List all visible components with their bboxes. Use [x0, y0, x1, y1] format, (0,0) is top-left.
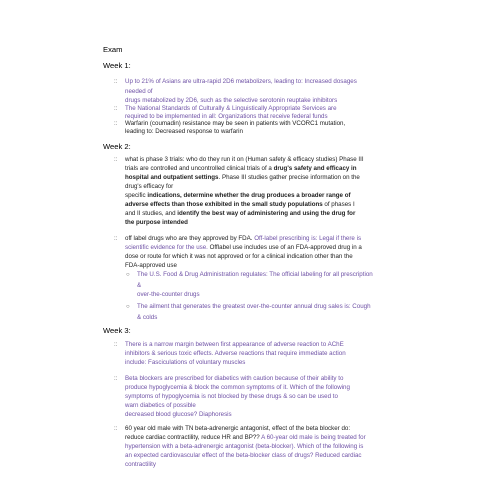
week2-para2-line2: scientific evidence for the use. Offlabel use includes use of an FDA-approved drug in a [125, 244, 362, 251]
week3-bullet2-line2: produce hypoglycemia & block the common symptoms of it. Which of the following [125, 384, 350, 391]
bullet-icon: :: [114, 106, 118, 112]
sub-bullet-icon: ○ [126, 272, 130, 278]
week2-para1-line4: drug's efficacy for [125, 183, 174, 190]
week1-heading: Week 1: [103, 61, 131, 70]
week1-bullet1-line2: needed of [125, 88, 153, 95]
week2-sub1-line3: over-the-counter drugs [137, 291, 200, 298]
bullet-icon: :: [114, 236, 118, 242]
week3-bullet3-line1: 60 year old male with TN beta-adrenergic antagonist, effect of the beta blocker do: [125, 425, 351, 432]
week2-para2-line4: FDA-approved use [125, 262, 177, 269]
week3-bullet3-line5: contractility [125, 461, 156, 468]
week3-bullet2-line4: warn diabetics of possible [125, 402, 196, 409]
week2-para1-line3: hospital and outpatient settings. Phase III studies gather precise information on the [125, 174, 360, 181]
week2-sub1-line1: The U.S. Food & Drug Administration regulates: The official labeling for all prescription [137, 271, 373, 278]
week2-sub1-line2: & [137, 282, 142, 289]
week2-para1-line7: and II studies, and identify the best way of administering and using the drug for [125, 210, 356, 217]
week1-bullet1-line1: Up to 21% of Asians are ultra-rapid 2D6 metabolizers, leading to: Increased dosages [125, 78, 357, 85]
week1-bullet2-line1: The National Standards of Culturally & Linguistically Appropriate Services are [125, 105, 337, 112]
week2-para1-line2: trials are controlled and uncontrolled clinical trials of a drug's safety and efficacy in [125, 165, 357, 172]
bullet-icon: :: [114, 121, 118, 127]
bullet-icon: :: [114, 342, 118, 348]
bullet-icon: :: [114, 376, 118, 382]
week3-bullet2-line1: Beta blockers are prescribed for diabetics with caution because of their ability to [125, 375, 344, 382]
week3-bullet2-line3: symptoms of hypoglycemia is not blocked by these drugs & so can be used to [125, 393, 338, 400]
sub-bullet-icon: ○ [126, 304, 130, 310]
week3-heading: Week 3: [103, 326, 131, 335]
week2-heading: Week 2: [103, 142, 131, 151]
week2-para2-line1: off label drugs who are they approved by FDA. Off-label prescribing is: Legal if there is [125, 235, 362, 242]
week2-para1-line6: adverse effects than those exhibited in the small study populations of phases I [125, 201, 355, 208]
week3-bullet1-line1: There is a narrow margin between first appearance of adverse reaction to AChE [125, 341, 344, 348]
week3-bullet3-line4: an expected cardiovascular effect of the beta-blocker class of drugs? Reduced cardiac [125, 452, 362, 459]
week3-bullet3-line2: reduce cardiac contractility, reduce HR and BP?? A 60-year old male is being treated for [125, 434, 366, 441]
week3-bullet1-line2: inhibitors & serious toxic effects. Adverse reactions that require immediate action [125, 350, 346, 357]
bullet-icon: :: [114, 157, 118, 163]
week2-para1-line8: the purpose intended [125, 219, 188, 226]
week1-bullet2-line2: required to be implemented in all: Organizations that receive federal funds [125, 113, 328, 120]
week2-para2-line3: dose or route for which it was not approved or for a clinical indication other than the [125, 253, 353, 260]
week2-sub2-line2: & colds [137, 314, 158, 321]
page-title: Exam [103, 45, 123, 54]
week3-bullet3-line3: hypertension with a beta-adrenergic antagonist (beta-blocker). Which of the following is [125, 443, 364, 450]
bullet-icon: :: [114, 79, 118, 85]
week1-bullet1-line3: drugs metabolized by 2D6, such as the selective serotonin reuptake inhibitors [125, 97, 338, 104]
week3-bullet2-line5: decreased blood glucose? Diaphoresis [125, 411, 232, 418]
week2-sub2-line1: The ailment that generates the greatest over-the-counter annual drug sales is: Cough [137, 303, 371, 310]
week2-para1-line5: specific indications, determine whether the drug produces a broader range of [125, 192, 351, 199]
week2-para1-line1: what is phase 3 trials: who do they run it on (Human safety & efficacy studies) Phase III [125, 156, 364, 163]
week1-bullet3-line1: Warfarin (coumadin) resistance may be seen in patients with VCORC1 mutation, [125, 120, 346, 127]
week3-bullet1-line3: include: Fasciculations of voluntary muscles [125, 359, 246, 366]
bullet-icon: :: [114, 426, 118, 432]
week1-bullet3-line2: leading to: Decreased response to warfarin [125, 128, 243, 135]
